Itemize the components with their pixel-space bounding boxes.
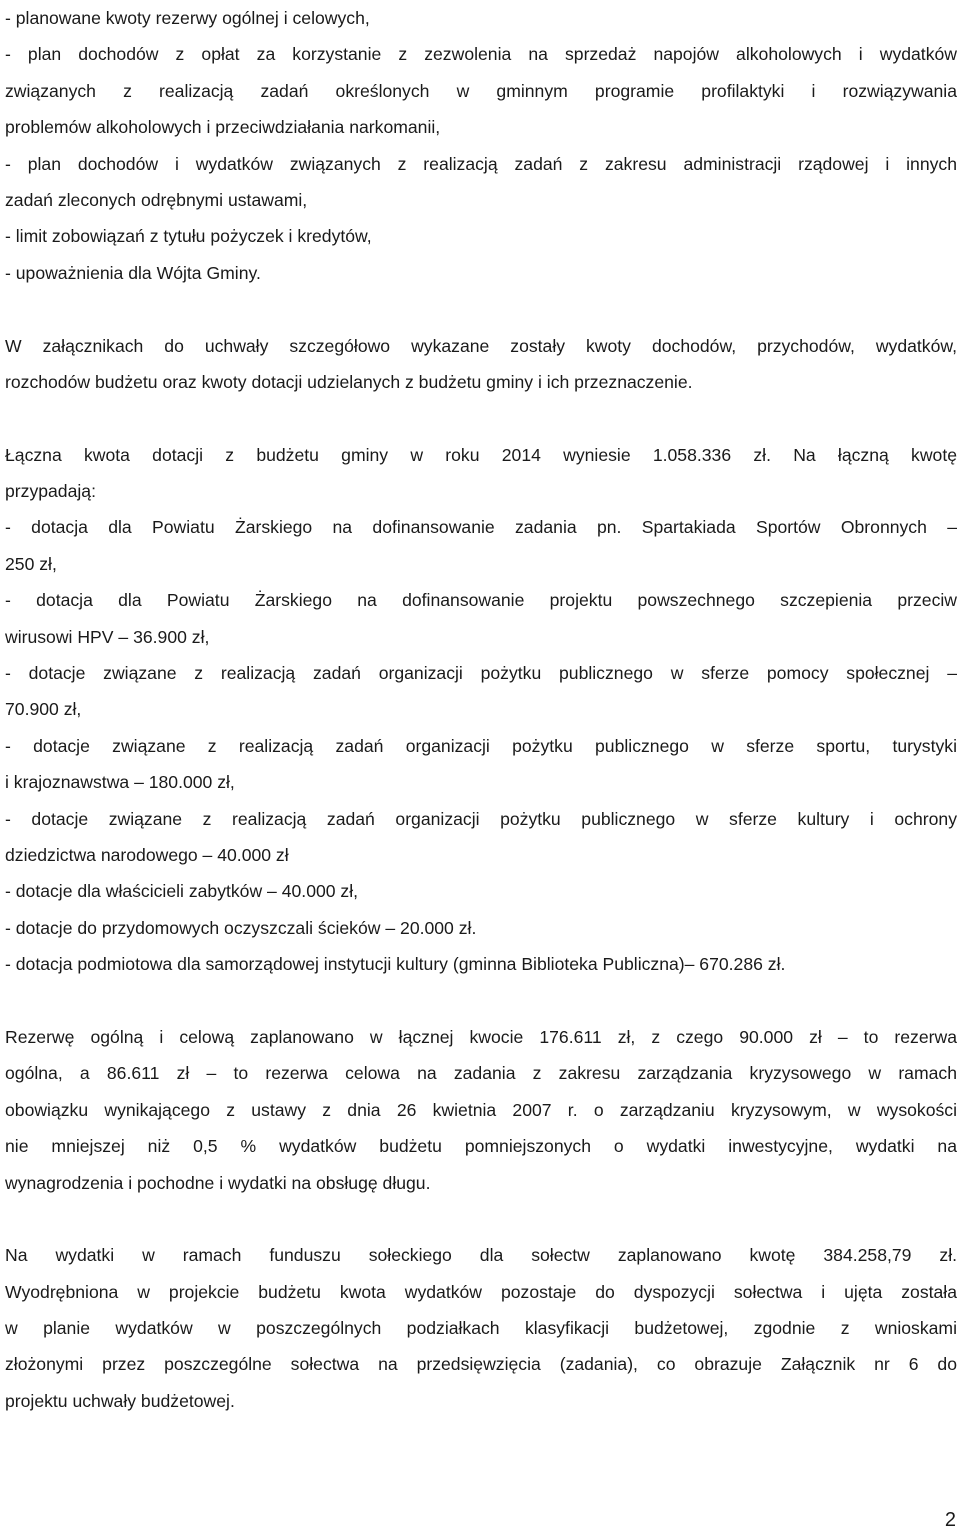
paragraph-line: Rezerwę ogólną i celową zaplanowano w łącznej kwocie 176.611 zł, z czego 90.000 zł – to rezerwa <box>5 1026 957 1047</box>
list-item: - plan dochodów i wydatków związanych z realizacją zadań z zakresu administracji rządowej i innych <box>5 153 957 174</box>
paragraph-line: obowiązku wynikającego z ustawy z dnia 26 kwietnia 2007 r. o zarządzaniu kryzysowym, w wysokości <box>5 1099 957 1120</box>
list-item-continuation: 70.900 zł, <box>5 699 82 720</box>
list-item: - dotacje związane z realizacją zadań organizacji pożytku publicznego w sferze kultury i ochrony <box>5 808 957 829</box>
list-item: - plan dochodów z opłat za korzystanie z zezwolenia na sprzedaż napojów alkoholowych i wydatków <box>5 44 957 65</box>
list-item: - dotacje dla właścicieli zabytków – 40.000 zł, <box>5 881 359 902</box>
list-item: - dotacje do przydomowych oczyszczali ścieków – 20.000 zł. <box>5 917 477 938</box>
list-item-continuation: problemów alkoholowych i przeciwdziałania narkomanii, <box>5 117 441 138</box>
list-item: - dotacje związane z realizacją zadań organizacji pożytku publicznego w sferze sportu, turystyki <box>5 735 957 756</box>
list-item: - upoważnienia dla Wójta Gminy. <box>5 262 261 283</box>
list-item-continuation: i krajoznawstwa – 180.000 zł, <box>5 772 235 793</box>
list-item-continuation: wirusowi HPV – 36.900 zł, <box>5 626 210 647</box>
paragraph-line: przypadają: <box>5 481 96 502</box>
fund-paragraph <box>5 1237 957 1419</box>
subsidies-paragraph <box>5 437 957 983</box>
paragraph-line: złożonymi przez poszczególne sołectwa na przedsięwzięcia (zadania), co obrazuje Załącznik nr 6 do <box>5 1354 957 1375</box>
document-page <box>5 0 957 1419</box>
paragraph-line: Na wydatki w ramach funduszu sołeckiego dla sołectw zaplanowano kwotę 384.258,79 zł. <box>5 1245 957 1266</box>
attachments-paragraph <box>5 328 957 401</box>
paragraph-line: w planie wydatków w poszczególnych podziałkach klasyfikacji budżetowej, zgodnie z wnioskami <box>5 1318 957 1339</box>
list-item-continuation: dziedzictwa narodowego – 40.000 zł <box>5 844 289 865</box>
list-item: - limit zobowiązań z tytułu pożyczek i kredytów, <box>5 226 372 247</box>
paragraph-line: ogólna, a 86.611 zł – to rezerwa celowa na zadania z zakresu zarządzania kryzysowego w ramach <box>5 1063 957 1084</box>
paragraph-line: projektu uchwały budżetowej. <box>5 1390 235 1411</box>
list-item: - planowane kwoty rezerwy ogólnej i celowych, <box>5 8 370 28</box>
intro-list <box>5 0 957 291</box>
list-item: - dotacja podmiotowa dla samorządowej instytucji kultury (gminna Biblioteka Publiczna)– 670.286 zł. <box>5 954 786 975</box>
paragraph-line: nie mniejszej niż 0,5 % wydatków budżetu pomniejszonych o wydatki inwestycyjne, wydatki na <box>5 1136 957 1157</box>
paragraph-gap <box>5 291 957 327</box>
paragraph-line: rozchodów budżetu oraz kwoty dotacji udzielanych z budżetu gminy i ich przeznaczenie. <box>5 371 693 392</box>
list-item-continuation: zadań zleconych odrębnymi ustawami, <box>5 189 308 210</box>
paragraph-line: Łączna kwota dotacji z budżetu gminy w roku 2014 wyniesie 1.058.336 zł. Na łączną kwotę <box>5 444 957 465</box>
paragraph-line: W załącznikach do uchwały szczegółowo wykazane zostały kwoty dochodów, przychodów, wydatków, <box>5 335 957 356</box>
list-item: - dotacje związane z realizacją zadań organizacji pożytku publicznego w sferze pomocy społecznej – <box>5 663 957 684</box>
page-number: 2 <box>944 1509 956 1531</box>
list-item: - dotacja dla Powiatu Żarskiego na dofinansowanie zadania pn. Spartakiada Sportów Obronnych – <box>5 517 957 538</box>
list-item: - dotacja dla Powiatu Żarskiego na dofinansowanie projektu powszechnego szczepienia przeciw <box>5 590 957 611</box>
reserve-paragraph <box>5 1019 957 1201</box>
paragraph-line: Wyodrębniona w projekcie budżetu kwota wydatków pozostaje do dyspozycji sołectwa i ujęta została <box>5 1281 957 1302</box>
list-item-continuation: 250 zł, <box>5 553 57 574</box>
paragraph-line: wynagrodzenia i pochodne i wydatki na obsługę długu. <box>5 1172 431 1193</box>
paragraph-gap <box>5 1201 957 1237</box>
paragraph-gap <box>5 983 957 1019</box>
list-item-continuation: związanych z realizacją zadań określonych w gminnym programie profilaktyki i rozwiązywania <box>5 80 957 101</box>
paragraph-gap <box>5 400 957 436</box>
